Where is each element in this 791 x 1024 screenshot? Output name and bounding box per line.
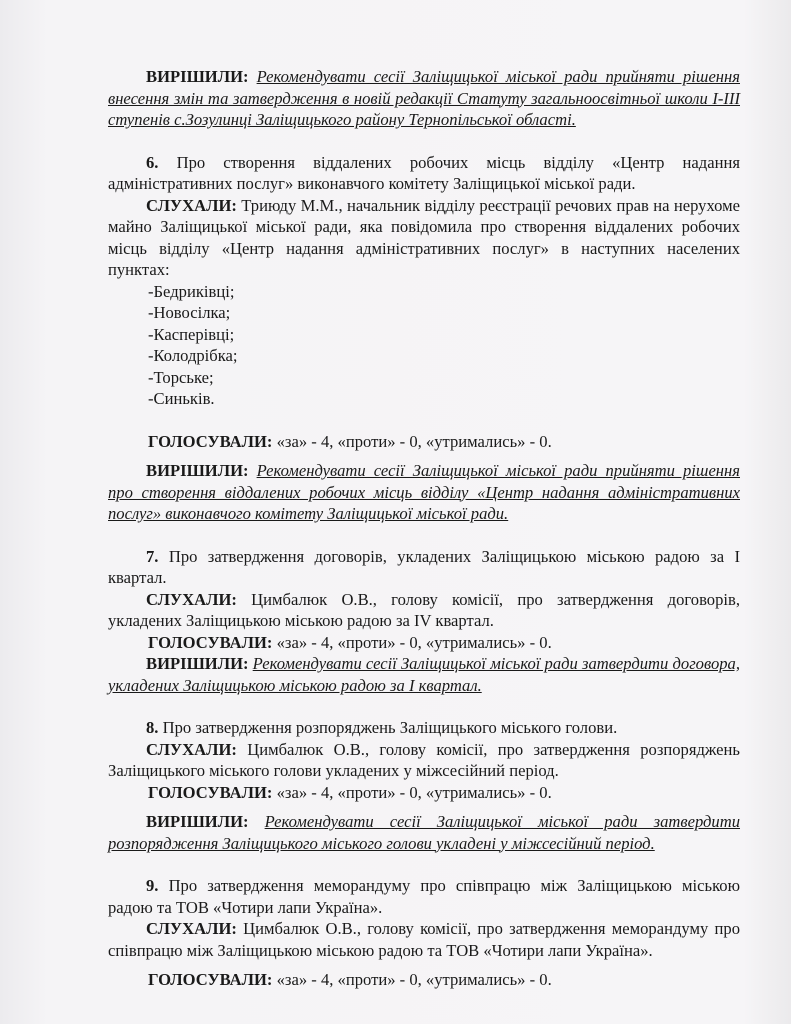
item-number: 6.	[146, 152, 159, 172]
item-title: Про затвердження меморандуму про співпрацю між Заліщицькою міською радою та ТОВ «Чотири лапи Україна».	[108, 876, 740, 917]
document-body	[108, 66, 740, 991]
item-number: 9.	[146, 876, 159, 895]
decision-paragraph	[108, 66, 740, 131]
vote-text: «за» - 4, «проти» - 0, «утримались» - 0.	[276, 431, 552, 451]
heard-text: Цимбалюк О.В., голову комісії, про затвердження розпоряджень Заліщицького міського голови укладених у міжсесійний період.	[108, 739, 740, 780]
list-item: -Новосілка;	[148, 303, 231, 322]
vote-paragraph	[108, 969, 740, 991]
heard-label: СЛУХАЛИ:	[146, 589, 237, 609]
item-title: Про затвердження договорів, укладених Заліщицькою міською радою за І квартал.	[108, 546, 740, 587]
list-item: -Бедриківці;	[148, 281, 235, 301]
voted-label: ГОЛОСУВАЛИ:	[148, 431, 273, 451]
heard-paragraph	[108, 739, 740, 782]
decision-text: Рекомендувати сесії Заліщицької міської ради затвердити договора, укладених Заліщицькою міською радою за І квартал.	[108, 654, 740, 695]
vote-text: «за» - 4, «проти» - 0, «утримались» - 0.	[276, 782, 552, 802]
vote-text: «за» - 4, «проти» - 0, «утримались» - 0.	[276, 632, 552, 652]
heard-paragraph	[108, 918, 740, 961]
decision-text: Рекомендувати сесії Заліщицької міської ради прийняти рішення про створення віддалених робочих місць відділу «Центр надання адміністративних послуг» виконавчого комітету Заліщицької міської ради.	[108, 461, 740, 523]
agenda-item-7-title	[108, 546, 740, 589]
decision-text: Рекомендувати сесії Заліщицької міської ради прийняти рішення внесення змін та затвердження в новій редакції Статуту загальноосвітньої школи І-ІІІ ступенів с.Зозулинці Заліщицького району Тернопільської області.	[108, 67, 740, 129]
agenda-item-9-title	[108, 875, 740, 918]
item-title: Про затвердження розпоряджень Заліщицького міського голови.	[162, 718, 618, 737]
list-item: -Синьків.	[148, 389, 215, 408]
voted-label: ГОЛОСУВАЛИ:	[148, 782, 273, 802]
decided-label: ВИРІШИЛИ:	[146, 654, 249, 673]
heard-paragraph	[108, 589, 740, 632]
heard-text: Триюду М.М., начальник відділу реєстрації речових прав на нерухоме майно Заліщицької міської ради, яка повідомила про створення віддалених робочих місць відділу «Центр надання адміністративних послуг» в наступних населених пунктах:	[108, 195, 740, 279]
heard-text: Цимбалюк О.В., голову комісії, про затвердження меморандуму про співпрацю між Заліщицькою міською радою та ТОВ «Чотири лапи Україна».	[108, 919, 741, 960]
vote-paragraph	[108, 632, 740, 654]
voted-label: ГОЛОСУВАЛИ:	[148, 632, 273, 652]
heard-label: СЛУХАЛИ:	[146, 195, 237, 215]
item-number: 8.	[146, 718, 159, 737]
vote-text: «за» - 4, «проти» - 0, «утримались» - 0.	[276, 970, 552, 989]
voted-label: ГОЛОСУВАЛИ:	[148, 970, 273, 989]
heard-paragraph	[108, 195, 740, 281]
item-number: 7.	[146, 546, 159, 566]
decided-label: ВИРІШИЛИ:	[146, 67, 249, 86]
decision-paragraph	[108, 811, 740, 854]
decided-label: ВИРІШИЛИ:	[146, 461, 249, 480]
item-title: Про створення віддалених робочих місць відділу «Центр надання адміністративних послуг» виконавчого комітету Заліщицької міської ради.	[108, 152, 740, 193]
list-item: -Колодрібка;	[148, 346, 238, 365]
decided-label: ВИРІШИЛИ:	[146, 812, 249, 831]
decision-text: Рекомендувати сесії Заліщицької міської ради затвердити розпорядження Заліщицького міського голови укладені у міжсесійний період.	[108, 812, 740, 853]
list-item: -Касперівці;	[148, 324, 235, 344]
agenda-item-8-title	[108, 717, 740, 739]
vote-paragraph	[108, 431, 740, 453]
decision-paragraph	[108, 653, 740, 696]
decision-paragraph	[108, 460, 740, 525]
heard-label: СЛУХАЛИ:	[146, 919, 237, 938]
list-item: -Торське;	[148, 367, 214, 387]
vote-paragraph	[108, 782, 740, 804]
heard-text: Цимбалюк О.В., голову комісії, про затвердження договорів, укладених Заліщицькою міською радою за IV квартал.	[108, 589, 740, 630]
agenda-item-6-title	[108, 152, 740, 195]
heard-label: СЛУХАЛИ:	[146, 739, 237, 759]
places-list	[108, 281, 740, 410]
